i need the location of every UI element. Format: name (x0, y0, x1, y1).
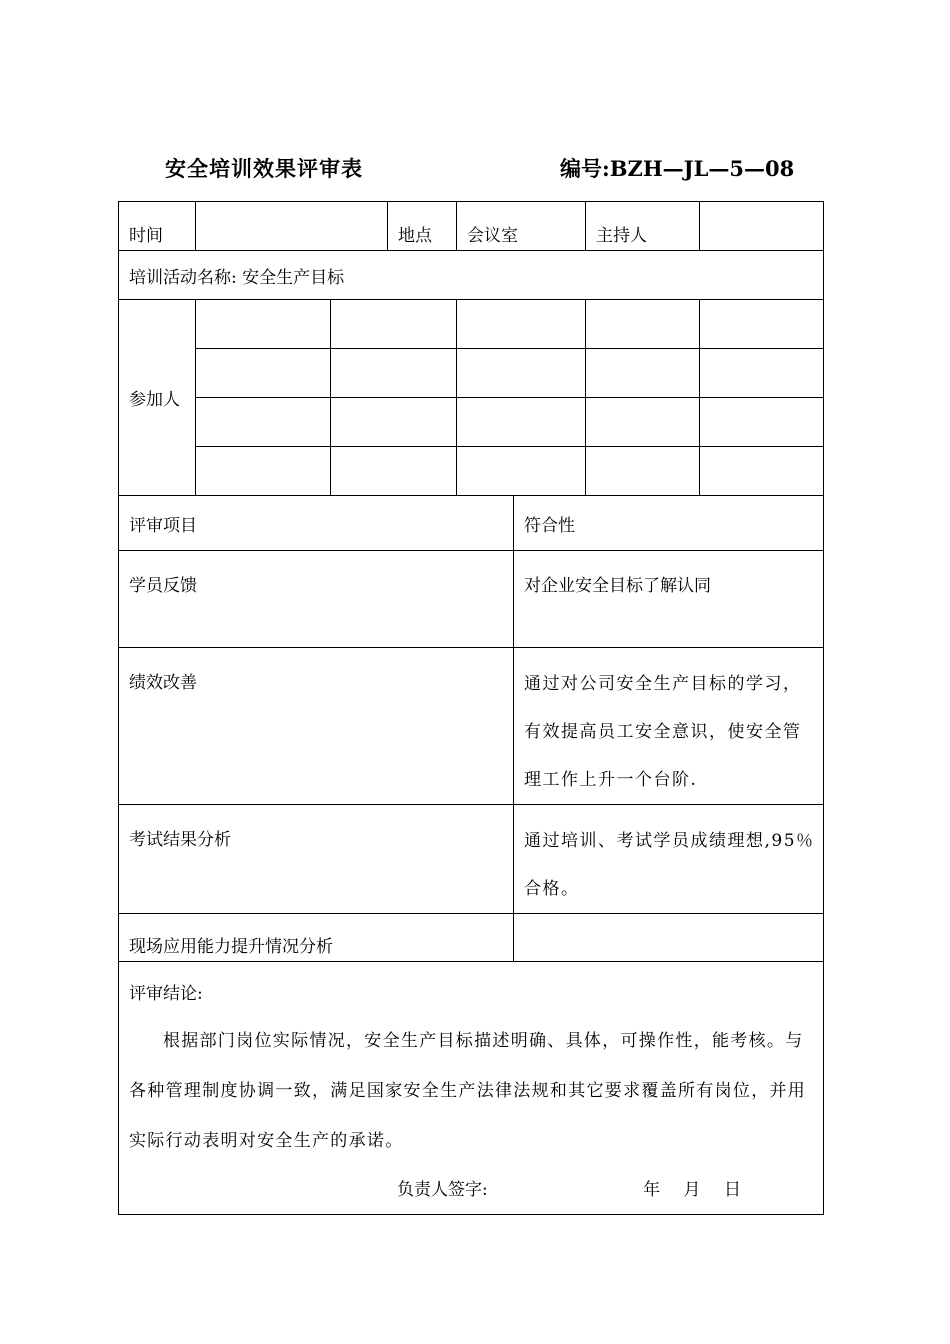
host-value (700, 202, 824, 251)
participant-cell (700, 349, 824, 398)
review-row (119, 805, 824, 914)
participant-cell (196, 300, 331, 349)
review-row (119, 551, 824, 648)
review-result: 通过培训、考试学员成绩理想,95％合格。 (514, 805, 824, 914)
participant-cell (586, 398, 700, 447)
conclusion-row (119, 962, 824, 1215)
participant-row (119, 447, 824, 496)
participant-cell (457, 398, 586, 447)
info-row (119, 202, 824, 251)
review-header-row (119, 496, 824, 551)
form-code-label: 编号: (560, 156, 610, 181)
review-item-header: 评审项目 (119, 496, 514, 551)
host-label: 主持人 (586, 202, 700, 251)
participant-cell (331, 300, 457, 349)
review-item: 现场应用能力提升情况分析 (119, 914, 514, 962)
signature-label: 负责人签字: (397, 1180, 488, 1200)
review-result: 对企业安全目标了解认同 (514, 551, 824, 648)
review-item: 绩效改善 (119, 648, 514, 805)
review-item: 学员反馈 (119, 551, 514, 648)
conclusion-label: 评审结论: (129, 984, 203, 1004)
participant-cell (457, 447, 586, 496)
activity-row (119, 251, 824, 300)
participant-row (119, 300, 824, 349)
activity-value: 安全生产目标 (242, 267, 345, 288)
participant-cell (586, 447, 700, 496)
review-conformity-header: 符合性 (514, 496, 824, 551)
location-value: 会议室 (457, 202, 586, 251)
signature-line (129, 1176, 813, 1204)
participant-cell (331, 447, 457, 496)
participant-cell (586, 349, 700, 398)
participant-cell (196, 447, 331, 496)
participant-row (119, 398, 824, 447)
participant-cell (196, 349, 331, 398)
review-result (514, 914, 824, 962)
participant-cell (331, 398, 457, 447)
time-label: 时间 (119, 202, 196, 251)
participant-cell (700, 398, 824, 447)
participants-label: 参加人 (119, 300, 196, 496)
review-form-table (118, 201, 824, 1215)
participant-cell (457, 300, 586, 349)
time-value (196, 202, 388, 251)
conclusion-cell (119, 962, 824, 1215)
participant-cell (457, 349, 586, 398)
conclusion-text: 根据部门岗位实际情况，安全生产目标描述明确、具体，可操作性，能考核。与各种管理制度协调一致，满足国家安全生产法律法规和其它要求覆盖所有岗位，并用实际行动表明对安全生产的承诺。 (129, 1031, 807, 1151)
review-item: 考试结果分析 (119, 805, 514, 914)
form-title: 安全培训效果评审表 (165, 156, 363, 181)
participant-cell (586, 300, 700, 349)
participant-cell (700, 447, 824, 496)
activity-cell (119, 251, 824, 300)
participant-cell (196, 398, 331, 447)
location-label: 地点 (388, 202, 457, 251)
signature-date: 年 月 日 (643, 1180, 741, 1200)
participant-cell (331, 349, 457, 398)
participant-cell (700, 300, 824, 349)
activity-label: 培训活动名称: (129, 267, 237, 288)
review-row (119, 914, 824, 962)
form-code-value: BZH—JL—5—08 (609, 156, 795, 181)
review-result: 通过对公司安全生产目标的学习，有效提高员工安全意识，使安全管理工作上升一个台阶. (514, 648, 824, 805)
review-row (119, 648, 824, 805)
participant-row (119, 349, 824, 398)
form-code (560, 153, 794, 183)
